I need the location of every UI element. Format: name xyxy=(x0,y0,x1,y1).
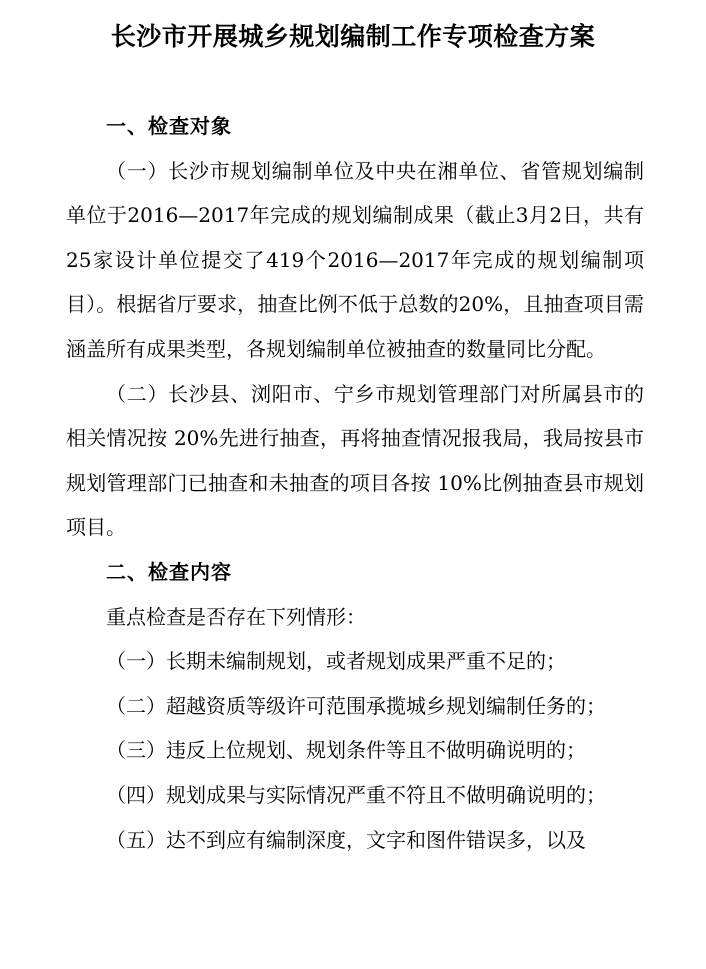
section-heading-inspection-targets: 一、检查对象 xyxy=(106,114,232,138)
paragraph-content-item-4: （四）规划成果与实际情况严重不符且不做明确说明的； xyxy=(106,782,606,807)
section-heading-inspection-content: 二、检查内容 xyxy=(106,559,232,584)
paragraph-content-item-2: （二）超越资质等级许可范围承揽城乡规划编制任务的； xyxy=(106,693,606,718)
document-body xyxy=(66,104,644,862)
paragraph-targets-2: （二）长沙县、浏阳市、宁乡市规划管理部门对所属县市的相关情况按 20%先进行抽查，再将抽查情况报我局，我局按县市规划管理部门已抽查和未抽查的项目各按 10%比例抽查县市规划项目。 xyxy=(66,381,644,540)
paragraph-content-item-1: （一）长期未编制规划，或者规划成果严重不足的； xyxy=(106,649,566,674)
paragraph-content-intro: 重点检查是否存在下列情形： xyxy=(106,604,366,629)
paragraph-content-item-3: （三）违反上位规划、规划条件等且不做明确说明的； xyxy=(106,738,586,763)
document-title: 长沙市开展城乡规划编制工作专项检查方案 xyxy=(110,22,596,51)
paragraph-content-item-5: （五）达不到应有编制深度，文字和图件错误多，以及 xyxy=(106,827,586,852)
paragraph-targets-1: （一）长沙市规划编制单位及中央在湘单位、省管规划编制单位于2016—2017年完成的规划编制成果（截止3月2日，共有25家设计单位提交了419个2016—2017年完成的规划编制项目）。根据省厅要求，抽查比例不低于总数的20%，且抽查项目需涵盖所有成果类型，各规划编制单位被抽查的数量同比分配。 xyxy=(66,158,644,361)
